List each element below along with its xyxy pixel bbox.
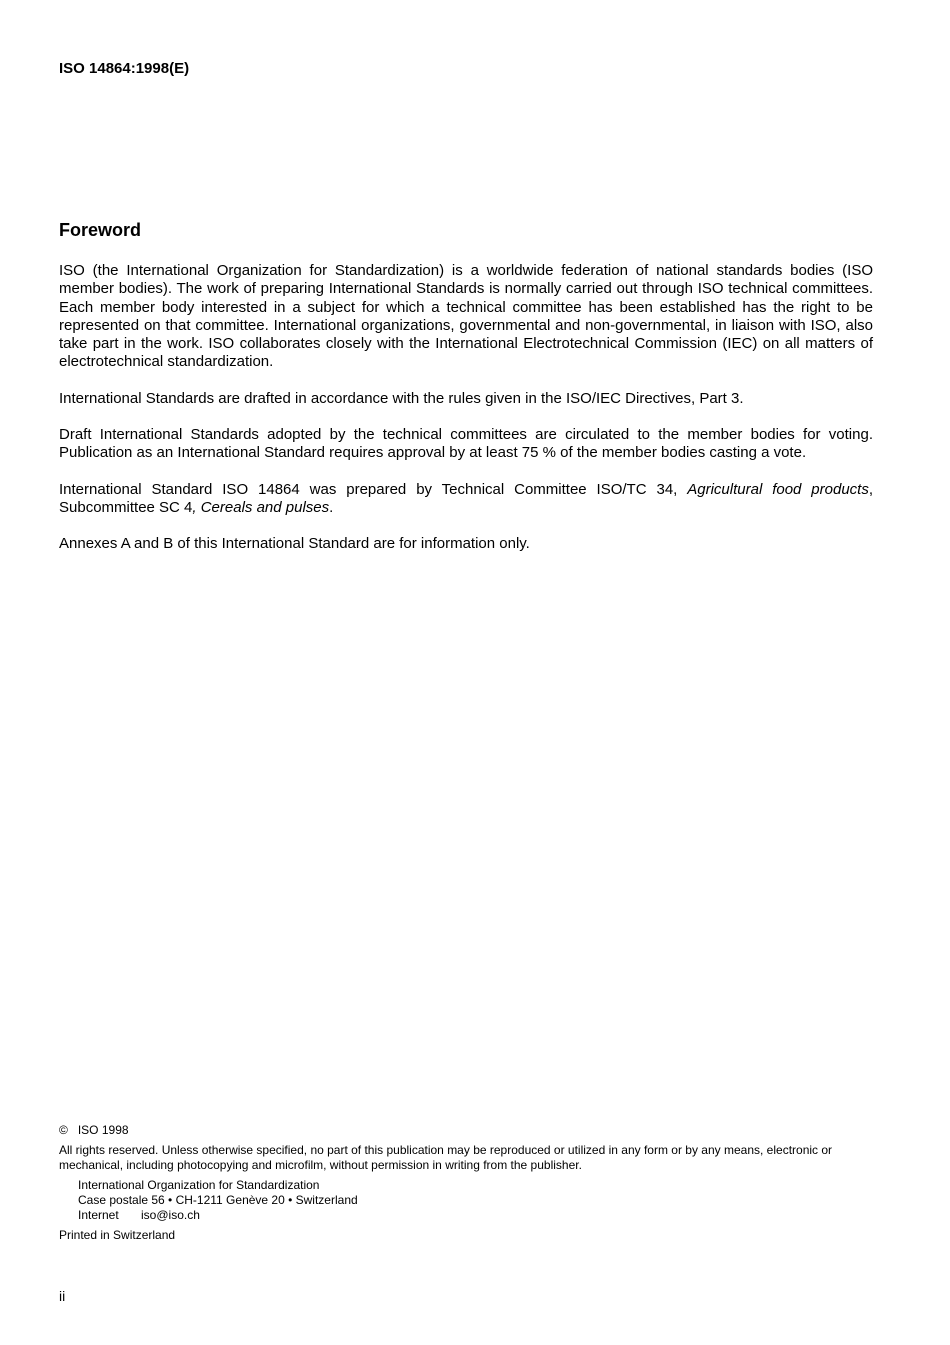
rights-notice: All rights reserved. Unless otherwise specified, no part of this publication may be reproduced or utilized in any form or by any means, electronic or mechanical, including photocopying and microfilm, without permission in writing from the publisher. — [59, 1143, 833, 1172]
committee-name: Agricultural food products — [687, 480, 869, 498]
copyright-line — [59, 1123, 873, 1138]
foreword-paragraph-iso-description: ISO (the International Organization for Standardization) is a worldwide federation of national standards bodies (ISO member bodies). The work of preparing International Standards is normally carried out through ISO technical committees. Each member body interested in a subject for which a technical committee has been established has the right to be represented on that committee. International organizations, governmental and non-governmental, in liaison with ISO, also take part in the work. ISO collaborates closely with the International Electrotechnical Commission (IEC) on all matters of electrotechnical standardization. — [59, 262, 873, 371]
publisher-org: International Organization for Standardization — [78, 1178, 320, 1192]
page-number: ii — [59, 1288, 66, 1304]
document-id: ISO 14864:1998(E) — [59, 60, 190, 77]
publisher-postal-address: Case postale 56 • CH-1211 Genève 20 • Switzerland — [78, 1193, 358, 1207]
foreword-body — [59, 262, 873, 572]
publisher-internet — [78, 1208, 873, 1223]
copyright-symbol: © — [59, 1123, 68, 1137]
foreword-heading: Foreword — [59, 220, 142, 240]
printed-in: Printed in Switzerland — [59, 1228, 176, 1242]
copyright-year: ISO 1998 — [77, 1123, 129, 1137]
publisher-address — [59, 1178, 873, 1223]
committee-text-c: . — [329, 498, 334, 516]
subcommittee-name: , Cereals and pulses — [192, 498, 330, 516]
foreword-paragraph-voting: Draft International Standards adopted by the technical committees are circulated to the member bodies for voting. Publication as an International Standard requires approval by at least 75 % of the member bodies casting a vote. — [59, 426, 873, 462]
copyright-block — [59, 1123, 873, 1243]
foreword-paragraph-drafting: International Standards are drafted in accordance with the rules given in the ISO/IEC Directives, Part 3. — [59, 389, 744, 407]
foreword-paragraph-committee — [59, 481, 873, 518]
committee-text-b: , Subcommittee SC 4 — [59, 480, 874, 516]
foreword-paragraph-annexes: Annexes A and B of this International Standard are for information only. — [59, 535, 530, 553]
committee-text-a: International Standard ISO 14864 was prepared by Technical Committee ISO/TC 34, — [59, 480, 688, 498]
internet-label: Internet — [78, 1208, 119, 1222]
internet-email: iso@iso.ch — [141, 1208, 200, 1222]
